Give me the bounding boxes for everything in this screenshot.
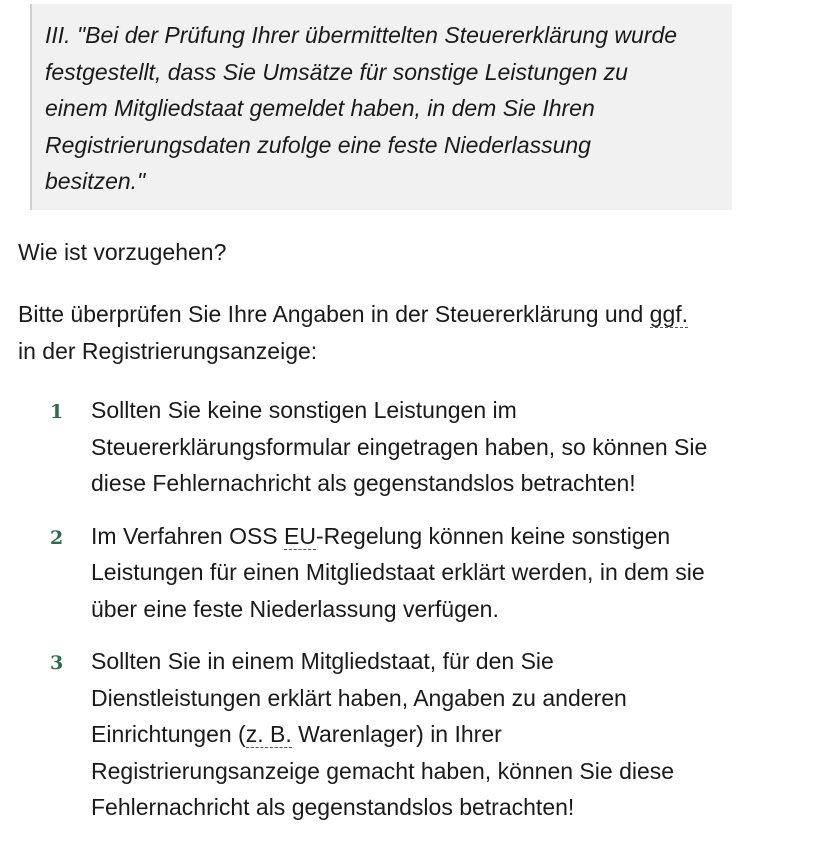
step-line: Dienstleistungen erklärt haben, Angaben zu anderen <box>91 684 627 711</box>
quote-line: Registrierungsdaten zufolge eine feste Niederlassung <box>45 131 591 158</box>
step-line: Steuererklärungsformular eingetragen haben, so können Sie <box>91 433 708 460</box>
step-line: Sollten Sie in einem Mitgliedstaat, für den Sie <box>91 648 554 674</box>
quote-text <box>45 17 718 200</box>
abbr-zb[interactable]: z. B. <box>245 721 292 747</box>
error-message-quote <box>30 4 732 210</box>
intro-paragraph <box>18 296 778 369</box>
step-line: diese Fehlernachricht als gegenstandslos betrachten! <box>91 470 636 496</box>
step-line: Im Verfahren OSS <box>91 522 285 549</box>
step-number: 3 <box>50 652 64 674</box>
step-line: Einrichtungen ( <box>91 721 246 747</box>
abbr-ggf[interactable]: ggf. <box>649 301 689 327</box>
quote-line: einem Mitgliedstaat gemeldet haben, in dem Sie Ihren <box>45 95 595 121</box>
step-line: Sollten Sie keine sonstigen Leistungen im <box>91 397 517 423</box>
step-line: Leistungen für einen Mitgliedstaat erklärt werden, in dem sie <box>91 559 705 585</box>
step-item-3 <box>0 643 751 826</box>
abbr-eu[interactable]: EU <box>284 522 316 549</box>
quote-line: III. "Bei der Prüfung Ihrer übermittelten Steuererklärung wurde <box>45 22 678 48</box>
question-heading: Wie ist vorzugehen? <box>18 239 227 265</box>
step-line: über eine feste Niederlassung verfügen. <box>91 595 499 622</box>
step-number: 2 <box>50 526 64 549</box>
step-line: Fehlernachricht als gegenstandslos betrachten! <box>91 794 575 820</box>
step-item-1 <box>0 392 751 502</box>
step-line: -Regelung können keine sonstigen <box>315 522 671 549</box>
step-item-2 <box>0 518 751 628</box>
step-line: Registrierungsanzeige gemacht haben, können Sie diese <box>91 757 675 784</box>
step-number: 1 <box>50 401 64 423</box>
steps-list <box>0 392 830 842</box>
intro-text: Bitte überprüfen Sie Ihre Angaben in der Steuererklärung und <box>18 301 650 327</box>
quote-line: festgestellt, dass Sie Umsätze für sonstige Leistungen zu <box>45 58 628 85</box>
step-line: Warenlager) in Ihrer <box>291 721 502 747</box>
intro-text-continued: in der Registrierungsanzeige: <box>18 337 318 364</box>
quote-line: besitzen." <box>45 168 146 194</box>
